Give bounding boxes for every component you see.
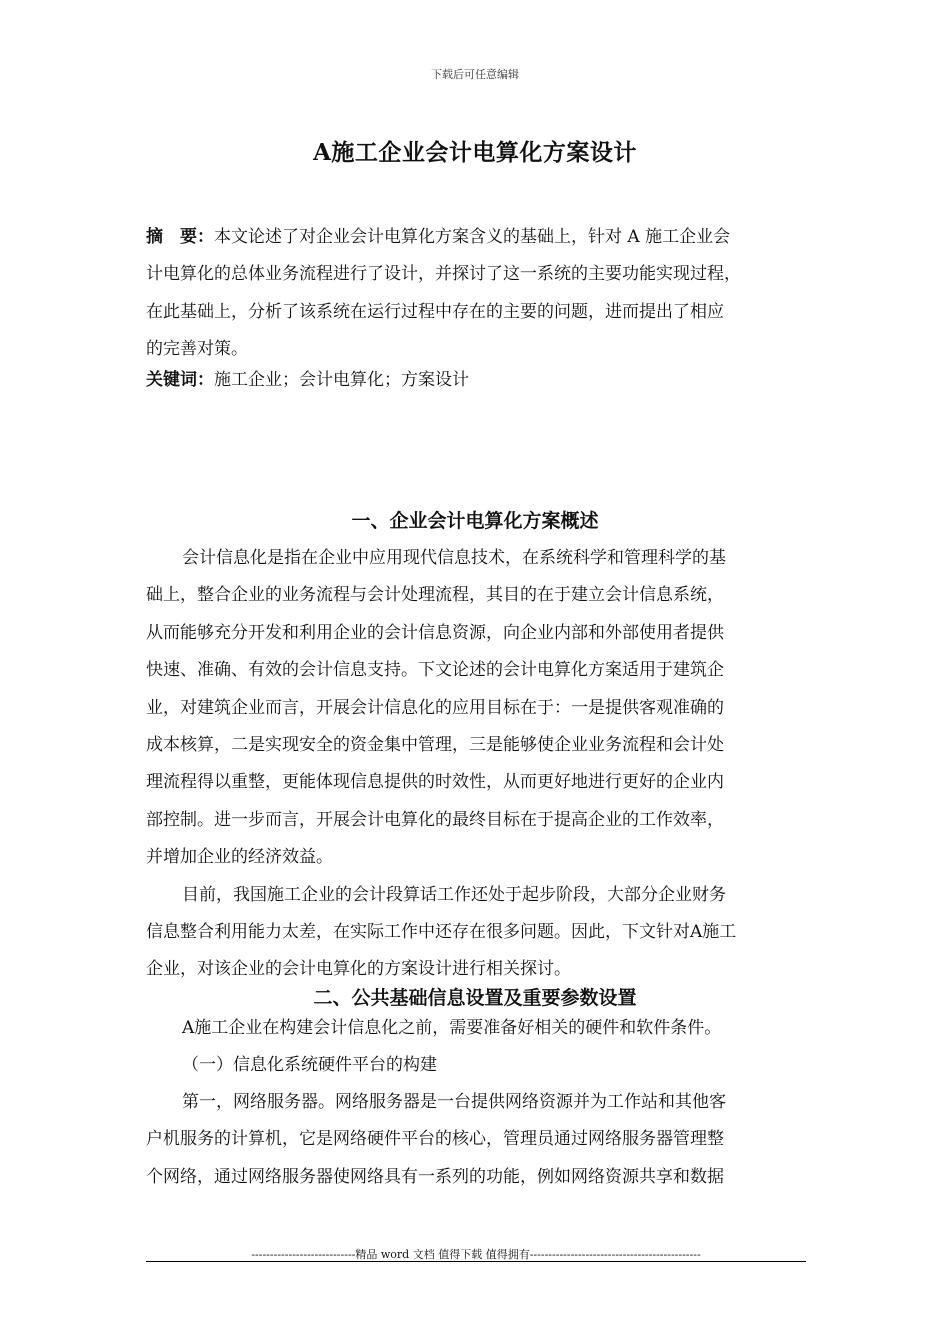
section-2-subheading bbox=[146, 1047, 810, 1084]
section-2-heading: 二、公共基础信息设置及重要参数设置 bbox=[313, 987, 637, 1009]
section-2-p1-line-2: 户机服务的计算机，它是网络硬件平台的核心，管理员通过网络服务器管理整 bbox=[146, 1129, 724, 1150]
section-1-p1-line-8: 部控制。进一步而言，开展会计电算化的最终目标在于提高企业的工作效率， bbox=[146, 809, 724, 830]
keywords-label: 关键词： bbox=[146, 370, 214, 390]
section-1-p1-line-9: 并增加企业的经济效益。 bbox=[146, 847, 333, 868]
section-1-p1-line-7: 理流程得以重整，更能体现信息提供的时效性，从而更好地进行更好的企业内 bbox=[146, 772, 724, 793]
section-2-intro-line: A施工企业在构建会计信息化之前，需要准备好相关的硬件和软件条件。 bbox=[182, 1018, 722, 1038]
section-1-p2-line-1: 目前，我国施工企业的会计段算话工作还处于起步阶段，大部分企业财务 bbox=[182, 884, 726, 905]
keywords-text: 施工企业；会计电算化；方案设计 bbox=[214, 370, 469, 390]
footer-rule bbox=[146, 1261, 806, 1262]
header-note: 下载后可任意编辑 bbox=[431, 68, 519, 81]
keywords-line bbox=[146, 362, 810, 399]
abstract-text-1: 本文论述了对企业会计电算化方案含义的基础上，针对 A 施工企业会 bbox=[214, 227, 731, 247]
abstract-line-4: 的完善对策。 bbox=[146, 339, 248, 360]
abstract-line-1 bbox=[146, 219, 810, 256]
section-2-subheading-line: （一）信息化系统硬件平台的构建 bbox=[182, 1055, 437, 1075]
section-1-p1-line-2: 础上，整合企业的业务流程与会计处理流程，其目的在于建立会计信息系统， bbox=[146, 585, 724, 606]
section-1-p1-line-1: 会计信息化是指在企业中应用现代信息技术，在系统科学和管理科学的基 bbox=[182, 548, 726, 568]
abstract bbox=[146, 219, 810, 369]
section-1-body bbox=[146, 540, 810, 989]
footer-note: ----------------------------精品 word 文档 值得下载 值得拥有---------------------------------------------- bbox=[251, 1248, 701, 1261]
section-1-heading: 一、企业会计电算化方案概述 bbox=[351, 510, 599, 532]
section-2-p1-line-1: 第一，网络服务器。网络服务器是一台提供网络资源并为工作站和其他客 bbox=[182, 1092, 726, 1112]
abstract-label: 摘 要： bbox=[146, 227, 214, 247]
section-1-p2-line-3: 企业，对该企业的会计电算化的方案设计进行相关探讨。 bbox=[146, 959, 571, 980]
keywords bbox=[146, 362, 810, 399]
section-1-p1-line-4: 快速、准确、有效的会计信息支持。下文论述的会计电算化方案适用于建筑企 bbox=[146, 660, 724, 681]
section-2-body bbox=[146, 1084, 810, 1196]
abstract-line-2: 计电算化的总体业务流程进行了设计，并探讨了这一系统的主要功能实现过程， bbox=[146, 264, 741, 285]
abstract-line-3: 在此基础上，分析了该系统在运行过程中存在的主要的问题，进而提出了相应 bbox=[146, 301, 724, 322]
section-1-p2-line-2: 信息整合利用能力太差，在实际工作中还存在很多问题。因此，下文针对A施工 bbox=[146, 922, 737, 943]
section-2-p1-line-3: 个网络，通过网络服务器使网络具有一系列的功能，例如网络资源共享和数据 bbox=[146, 1166, 724, 1187]
section-1-p1-line-3: 从而能够充分开发和利用企业的会计信息资源，向企业内部和外部使用者提供 bbox=[146, 622, 724, 643]
section-2-intro bbox=[146, 1010, 810, 1047]
document-title: A施工企业会计电算化方案设计 bbox=[313, 139, 637, 166]
section-1-p1-line-5: 业，对建筑企业而言，开展会计信息化的应用目标在于：一是提供客观准确的 bbox=[146, 697, 724, 718]
section-1-p1-line-6: 成本核算，二是实现安全的资金集中管理，三是能够使企业业务流程和会计处 bbox=[146, 735, 724, 756]
